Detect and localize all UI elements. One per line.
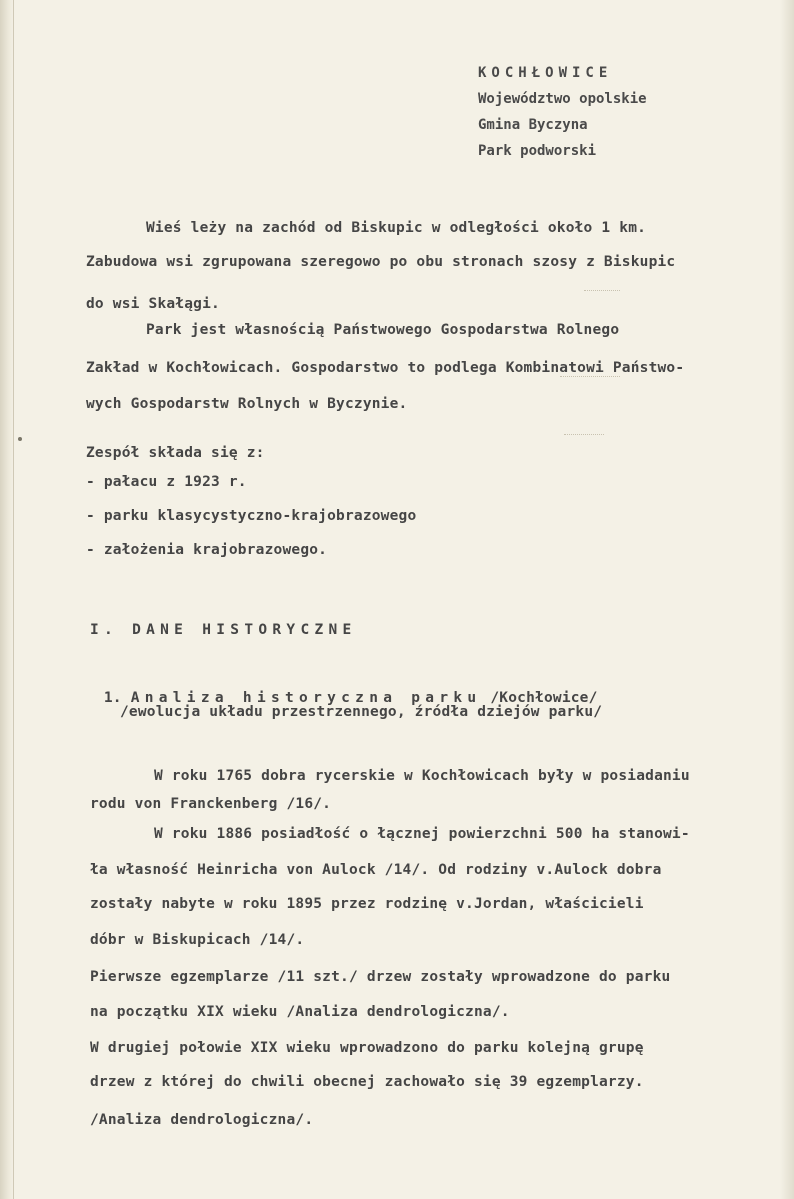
commune-line: Gmina Byczyna xyxy=(478,117,588,133)
page-binding-edge xyxy=(0,0,14,1199)
history-line: W roku 1765 dobra rycerskie w Kochłowicach były w posiadaniu xyxy=(154,768,690,784)
history-line: ła własność Heinricha von Aulock /14/. Od rodziny v.Aulock dobra xyxy=(90,862,662,878)
intro-line: Park jest własnością Państwowego Gospodarstwa Rolnego xyxy=(146,322,620,338)
ensemble-item: - pałacu z 1923 r. xyxy=(86,474,247,490)
history-line: /Analiza dendrologiczna/. xyxy=(90,1112,314,1128)
park-type-line: Park podworski xyxy=(478,143,597,159)
intro-line: Zabudowa wsi zgrupowana szeregowo po obu stronach szosy z Biskupic xyxy=(86,254,676,270)
bleed-through-mark xyxy=(584,290,620,291)
history-line: Pierwsze egzemplarze /11 szt./ drzew zostały wprowadzone do parku xyxy=(90,969,671,985)
margin-dot xyxy=(18,437,22,441)
subsection-title: Analiza historyczna parku xyxy=(130,690,482,706)
subsection-heading-line2: /ewolucja układu przestrzennego, źródła dziejów parku/ xyxy=(120,704,603,720)
voivodeship-line: Województwo opolskie xyxy=(478,91,647,107)
history-line: dóbr w Biskupicach /14/. xyxy=(90,932,305,948)
intro-line: wych Gospodarstw Rolnych w Byczynie. xyxy=(86,396,408,412)
ensemble-item: - założenia krajobrazowego. xyxy=(86,542,328,558)
intro-line: do wsi Skałągi. xyxy=(86,296,220,312)
history-line: drzew z której do chwili obecnej zachowało się 39 egzemplarzy. xyxy=(90,1074,644,1090)
intro-line: Wieś leży na zachód od Biskupic w odległości około 1 km. xyxy=(146,220,647,236)
history-line: rodu von Franckenberg /16/. xyxy=(90,796,332,812)
subsection-number: 1. xyxy=(103,690,122,706)
history-line: na początku XIX wieku /Analiza dendrologiczna/. xyxy=(90,1004,510,1020)
document-header xyxy=(478,60,778,164)
history-line: zostały nabyte w roku 1895 przez rodzinę v.Jordan, właścicieli xyxy=(90,896,644,912)
ensemble-item: - parku klasycystyczno-krajobrazowego xyxy=(86,508,417,524)
bleed-through-mark xyxy=(564,434,604,435)
locality-title: KOCHŁOWICE xyxy=(478,65,613,81)
subsection-place: /Kochłowice/ xyxy=(490,690,598,706)
ensemble-lead: Zespół składa się z: xyxy=(86,445,265,461)
history-line: W roku 1886 posiadłość o łącznej powierzchni 500 ha stanowi- xyxy=(154,826,690,842)
bleed-through-mark xyxy=(560,376,620,377)
subsection-heading xyxy=(86,674,598,706)
section-heading: I. DANE HISTORYCZNE xyxy=(90,622,357,638)
page-edge-line xyxy=(13,0,14,1199)
intro-line: Zakład w Kochłowicach. Gospodarstwo to podlega Kombinatowi Państwo- xyxy=(86,360,685,376)
page-right-edge xyxy=(780,0,794,1199)
history-line: W drugiej połowie XIX wieku wprowadzono do parku kolejną grupę xyxy=(90,1040,644,1056)
